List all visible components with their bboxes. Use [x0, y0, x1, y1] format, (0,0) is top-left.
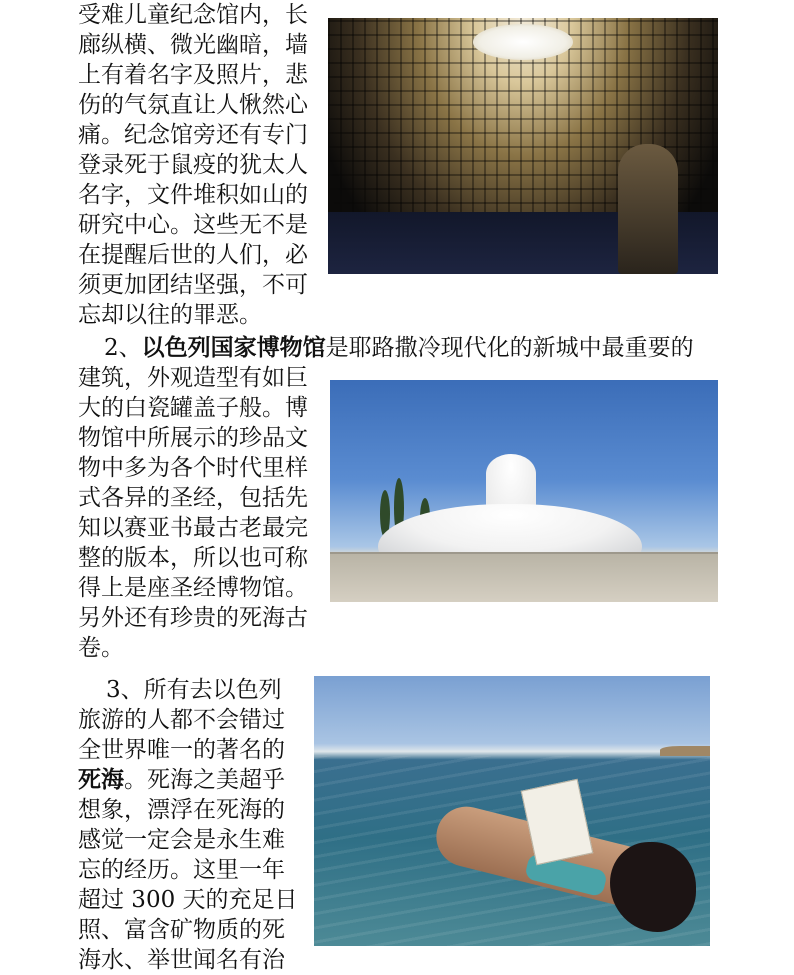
section1-line: 登录死于鼠疫的犹太人: [78, 152, 308, 178]
section2-line: 大的白瓷罐盖子般。博: [78, 395, 308, 421]
section3-line: 3、所有去以色列: [106, 677, 282, 703]
section2-line: 物馆中所展示的珍品文: [78, 425, 308, 451]
section2-highlight: 以色列国家博物馆: [141, 335, 326, 361]
section1-line: 受难儿童纪念馆内，长: [78, 2, 308, 28]
section1-line: 名字，文件堆积如山的: [78, 182, 308, 208]
ground: [330, 554, 718, 602]
section2-line: 得上是座圣经博物馆。: [78, 575, 308, 601]
section3-line: 想象，漂浮在死海的: [78, 797, 285, 823]
section2-line: 式各异的圣经，包括先: [78, 485, 308, 511]
section3-line: [78, 765, 285, 795]
section2-line: 另外还有珍贵的死海古: [78, 605, 308, 631]
dead-sea-photo: [314, 676, 710, 946]
section2-line: 卷。: [78, 635, 124, 661]
section1-line: 在提醒后世的人们，必: [78, 242, 308, 268]
visitor-figure: [618, 144, 678, 274]
section3-line: 全世界唯一的著名的: [78, 737, 285, 763]
distant-shore: [660, 746, 710, 756]
section2-number: 2、: [104, 335, 142, 361]
dome-oculus: [473, 24, 573, 60]
section2-line: 建筑，外观造型有如巨: [78, 365, 308, 391]
section1-line: 痛。纪念馆旁还有专门: [78, 122, 308, 148]
section2-line: 物中多为各个时代里样: [78, 455, 308, 481]
hall-of-names-photo: [328, 18, 718, 274]
section2-first-rest: 是耶路撒冷现代化的新城中最重要的: [325, 335, 694, 361]
section1-line: 须更加团结坚强，不可: [78, 272, 308, 298]
section1-line: 伤的气氛直让人愀然心: [78, 92, 308, 118]
section1-line: 上有着名字及照片，悲: [78, 62, 308, 88]
section3-line: 海水、举世闻名有治: [78, 947, 285, 973]
section3-line: 旅游的人都不会错过: [78, 707, 285, 733]
section3-line: 照、富含矿物质的死: [78, 917, 285, 943]
section2-first-line: [104, 333, 694, 363]
section3-line: 感觉一定会是永生难: [78, 827, 285, 853]
section3-line4-rest: 。死海之美超乎: [124, 767, 285, 793]
section3-line: 忘的经历。这里一年: [78, 857, 285, 883]
section3-line: 超过 300 天的充足日: [78, 887, 298, 913]
section2-line: 整的版本，所以也可称: [78, 545, 308, 571]
shrine-of-the-book-photo: [330, 380, 718, 602]
section1-line: 忘却以往的罪恶。: [78, 302, 262, 328]
section1-line: 廊纵横、微光幽暗，墙: [78, 32, 308, 58]
section2-line: 知以赛亚书最古老最完: [78, 515, 308, 541]
section1-line: 研究中心。这些无不是: [78, 212, 308, 238]
section3-highlight: 死海: [78, 767, 124, 793]
